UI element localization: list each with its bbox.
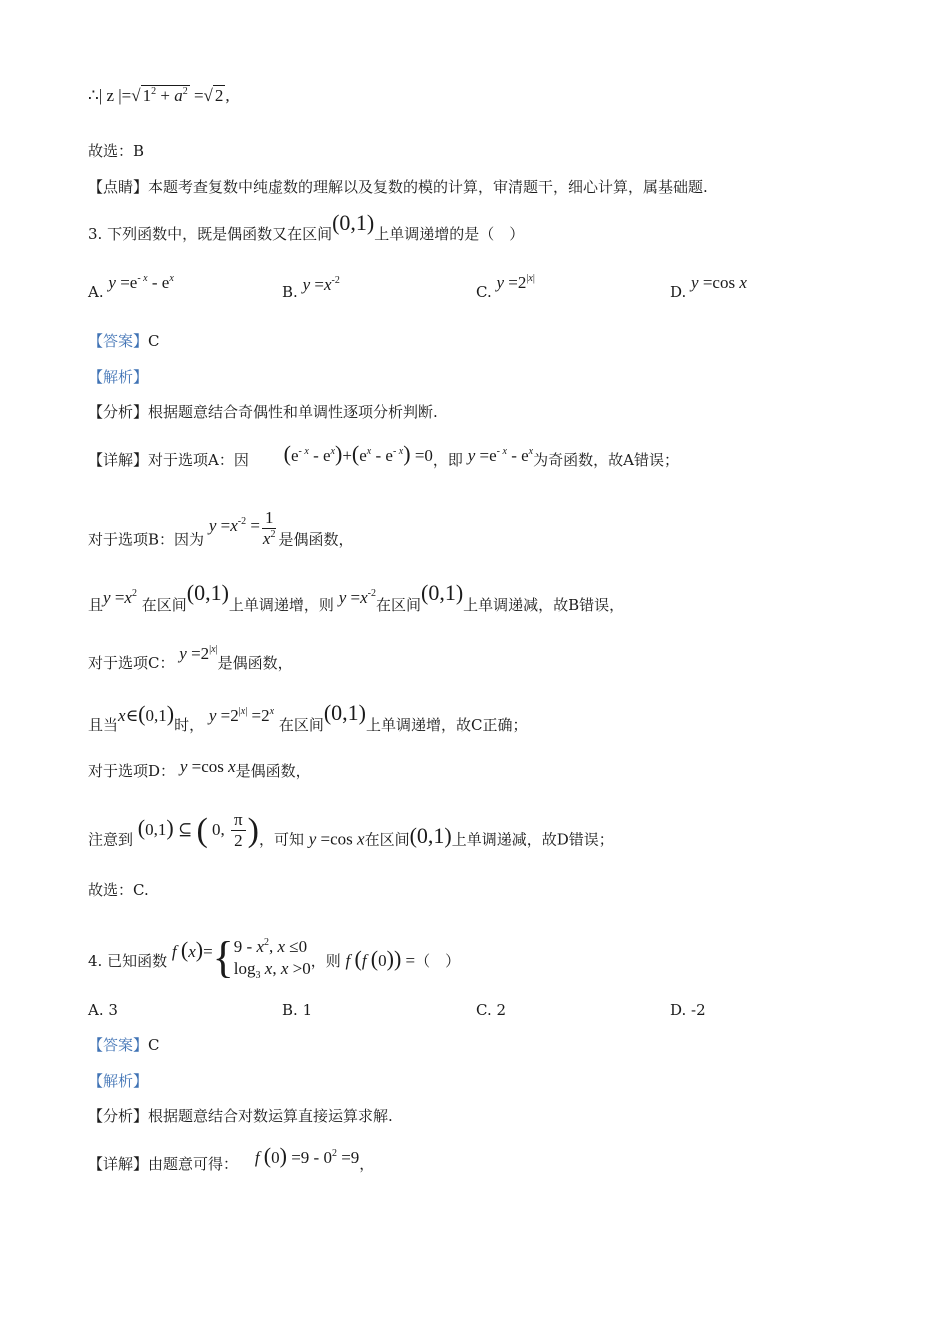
q4-analysis-tag: 【解析】	[88, 1072, 149, 1090]
q3-detail-c2: 且当x∈(0,1)时， $y =2^{|x|} =2^x$ 在区间(0,1)上单调递增，故C正确；	[88, 700, 528, 734]
q4-option-a[interactable]: A. 3	[88, 1001, 118, 1019]
q3-option-c[interactable]: C. $y =2^{|x|}$	[476, 273, 535, 301]
q4-option-c[interactable]: C. 2	[476, 1001, 507, 1019]
q4-detail: 【详解】由题意可得： f $(0) =9 - 0^2 =9$，	[88, 1143, 375, 1173]
q3-option-a[interactable]: A. $y =e^{- x} - e^x$	[88, 273, 174, 301]
q4-option-b[interactable]: B. 1	[282, 1001, 313, 1019]
q3-choice: 故选：C.	[88, 881, 149, 899]
prev-choice: 故选：B	[88, 142, 145, 160]
q3-stem: 3. 下列函数中，既是偶函数又在区间(0,1)上单调递增的是（ ）	[88, 210, 525, 243]
q3-detail-c1: 对于选项C： $y =2^{|x|}$是偶函数，	[88, 644, 293, 672]
q3-answer: 【答案】C	[88, 332, 160, 350]
q3-analysis-tag: 【解析】	[88, 368, 149, 386]
q4-answer: 【答案】C	[88, 1036, 160, 1054]
modulus-formula: ∴| z |=√ $1^2 + a^2$ =√ 2 ,	[88, 86, 230, 105]
q4-stem: 4. 已知函数 f (x)={ $9 - x^2$, x ≤0 $\log_3 x$, x >0 ，则 f (f (0)) =（ ）	[88, 933, 461, 982]
q3-detail-d2: 注意到 (0,1) ⊆ ( 0, $\frac{\pi}{2}$ )，可知 y =cos x在区间(0,1)上单调递减，故D错误；	[88, 810, 614, 850]
q3-detail-b2: 且$y =x^2$ 在区间(0,1)上单调递增，则 $y =x^{-2}$在区间(0,1)上单调递减，故B错误，	[88, 580, 625, 614]
q3-option-b[interactable]: B. $y =x^{-2}$	[282, 275, 340, 301]
q3-fenxi: 【分析】根据题意结合奇偶性和单调性逐项分析判断.	[88, 403, 438, 421]
q3-detail-d1: 对于选项D： y =cos x是偶函数，	[88, 757, 311, 780]
q3-detail-a: 【详解】对于选项A：因 $(e^{- x} - e^x)+(e^x - e^{- x}) =0$，即 $y =e^{- x} - e^x$为奇函数，故A错误；	[88, 441, 679, 469]
prev-comment: 【点睛】本题考查复数中纯虚数的理解以及复数的模的计算，审清题干，细心计算，属基础题.	[88, 178, 708, 196]
q3-option-d[interactable]: D. y =cos x	[670, 273, 747, 301]
q3-detail-b1: 对于选项B：因为 $y =x^{-2}$ = $\frac{1}{x^2}$ 是偶函数，	[88, 508, 354, 549]
q4-option-d[interactable]: D. -2	[670, 1001, 706, 1019]
q4-fenxi: 【分析】根据题意结合对数运算直接运算求解.	[88, 1107, 393, 1125]
